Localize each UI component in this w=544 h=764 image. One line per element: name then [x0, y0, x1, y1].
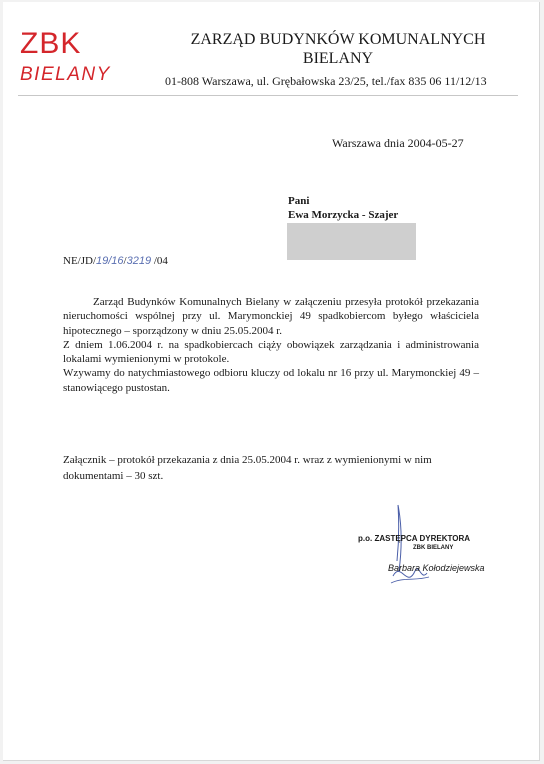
letter-body: [63, 295, 479, 395]
zbk-logo: [20, 27, 130, 94]
org-name-line2: BIELANY: [302, 50, 374, 67]
body-paragraph-1: Zarząd Budynków Komunalnych Bielany w załączeniu przesyła protokół przekazania nieruchomości wspólnej przy ul. Marymonckiej 49 spadkobiercom byłego właściciela hipotecznego – sporządzony w dniu 25.05.2004 r.: [63, 296, 479, 337]
attachment-note: Załącznik – protokół przekazania z dnia 25.05.2004 r. wraz z wymienionymi w nim dokumentami – 30 szt.: [63, 454, 432, 482]
header-divider: [18, 95, 518, 96]
recipient-name: Ewa Morzycka - Szajer: [288, 209, 399, 221]
organization-address: 01-808 Warszawa, ul. Grębałowska 23/25, tel./fax 835 06 11/12/13: [165, 74, 487, 88]
letter-page: [3, 2, 540, 761]
signature-stamp: [358, 530, 485, 590]
reference-handwritten-2: 3219: [126, 255, 152, 267]
redacted-address-box: [287, 223, 416, 260]
letter-date: Warszawa dnia 2004-05-27: [332, 136, 464, 150]
reference-suffix: /04: [151, 255, 168, 267]
signatory-name: Barbara Kołodziejewska: [388, 563, 485, 573]
body-paragraph-3: Wzywamy do natychmiastowego odbioru kluczy od lokalu nr 16 przy ul. Marymonckiej 49 – stanowiącego pustostan.: [63, 367, 479, 394]
logo-sub-text: BIELANY: [20, 64, 111, 85]
org-name-line1: ZARZĄD BUDYNKÓW KOMUNALNYCH: [190, 31, 486, 48]
reference-handwritten-1: 19/16: [96, 255, 124, 267]
reference-number: [63, 255, 168, 267]
recipient-block: [288, 194, 398, 222]
reference-prefix: NE/JD/: [63, 255, 96, 267]
reference-separator: /: [123, 255, 127, 267]
recipient-salutation: Pani: [288, 195, 310, 207]
signatory-org: ZBK BIELANY: [413, 545, 454, 551]
body-paragraph-2: Z dniem 1.06.2004 r. na spadkobiercach ciąży obowiązek zarządzania i administrowania lokalami wymienionymi w protokole.: [63, 338, 479, 366]
organization-name: [163, 30, 513, 68]
signatory-title: p.o. ZASTĘPCA DYREKTORA: [358, 534, 471, 543]
logo-main-text: ZBK: [20, 27, 82, 60]
